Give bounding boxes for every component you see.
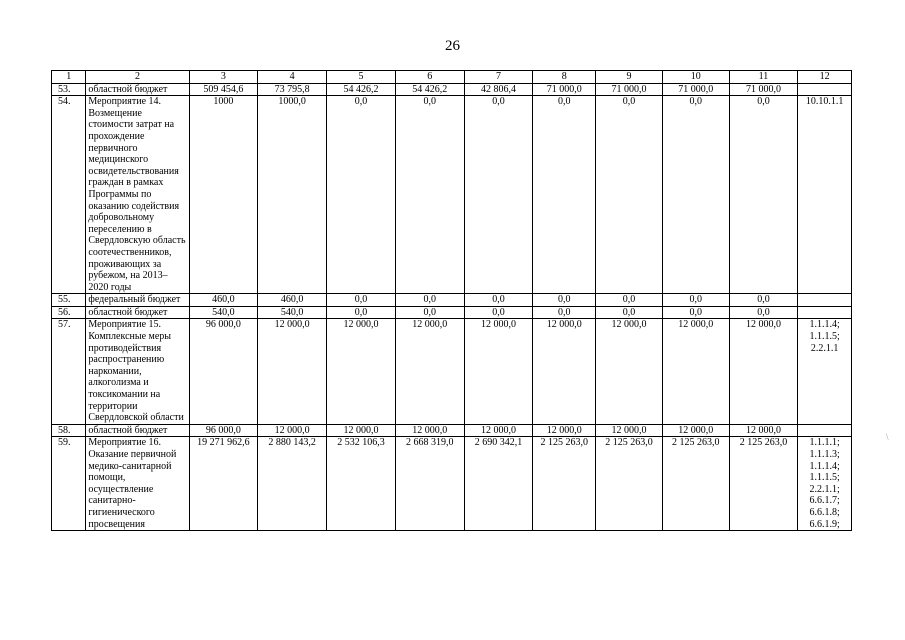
scan-mark: \ [886,432,889,442]
table-row [52,83,852,96]
amount-cell: 2 125 263,0 [662,437,729,531]
amount-cell: 73 795,8 [258,83,327,96]
item-description: Мероприятие 14. Возмещение стоимости затрат на прохождение первичного медицинского освидетельствования граждан в рамках Программы по оказанию содействия добровольному переселению в Свердловскую область соотечественников, проживающих за рубежом, на 2013–2020 годы [86,96,189,294]
amount-cell: 0,0 [533,294,596,307]
amount-cell: 0,0 [533,306,596,319]
item-description: федеральный бюджет [86,294,189,307]
target-codes [798,83,852,96]
row-number: 54. [52,96,86,294]
row-number: 58. [52,424,86,437]
budget-table [51,70,852,531]
amount-cell: 2 125 263,0 [729,437,798,531]
amount-cell: 71 000,0 [729,83,798,96]
amount-cell: 460,0 [258,294,327,307]
amount-cell: 12 000,0 [729,319,798,424]
amount-cell: 0,0 [327,306,396,319]
amount-cell: 54 426,2 [327,83,396,96]
amount-cell: 12 000,0 [596,424,663,437]
amount-cell: 0,0 [464,96,533,294]
column-header: 4 [258,71,327,84]
table-row [52,294,852,307]
table-row [52,306,852,319]
amount-cell: 460,0 [189,294,258,307]
row-number: 57. [52,319,86,424]
amount-cell: 96 000,0 [189,319,258,424]
row-number: 59. [52,437,86,531]
amount-cell: 0,0 [327,96,396,294]
page-number: 26 [445,38,460,54]
amount-cell: 2 880 143,2 [258,437,327,531]
amount-cell: 0,0 [327,294,396,307]
amount-cell: 0,0 [596,294,663,307]
target-codes: 1.1.1.4; 1.1.1.5; 2.2.1.1 [798,319,852,424]
column-header: 6 [395,71,464,84]
amount-cell: 0,0 [729,306,798,319]
amount-cell: 12 000,0 [395,424,464,437]
target-codes: 1.1.1.1; 1.1.1.3; 1.1.1.4; 1.1.1.5; 2.2.1.1; 6.6.1.7; 6.6.1.8; 6.6.1.9; [798,437,852,531]
amount-cell: 0,0 [533,96,596,294]
amount-cell: 71 000,0 [596,83,663,96]
amount-cell: 42 806,4 [464,83,533,96]
row-number: 53. [52,83,86,96]
amount-cell: 0,0 [662,96,729,294]
amount-cell: 12 000,0 [729,424,798,437]
row-number: 56. [52,306,86,319]
amount-cell: 0,0 [729,96,798,294]
column-header: 7 [464,71,533,84]
target-codes [798,306,852,319]
item-description: областной бюджет [86,306,189,319]
amount-cell: 0,0 [662,294,729,307]
amount-cell: 12 000,0 [662,319,729,424]
target-codes [798,294,852,307]
amount-cell: 0,0 [596,306,663,319]
row-number: 55. [52,294,86,307]
target-codes [798,424,852,437]
amount-cell: 12 000,0 [395,319,464,424]
amount-cell: 96 000,0 [189,424,258,437]
amount-cell: 12 000,0 [327,319,396,424]
amount-cell: 12 000,0 [464,424,533,437]
item-description: Мероприятие 15. Комплексные меры противодействия распространению наркомании, алкоголизма и токсикомании на территории Свердловской области [86,319,189,424]
amount-cell: 12 000,0 [258,424,327,437]
amount-cell: 12 000,0 [596,319,663,424]
amount-cell: 12 000,0 [464,319,533,424]
amount-cell: 0,0 [464,306,533,319]
amount-cell: 540,0 [189,306,258,319]
column-header: 11 [729,71,798,84]
table-row [52,96,852,294]
amount-cell: 2 690 342,1 [464,437,533,531]
table-row [52,437,852,531]
header-row [52,71,852,84]
amount-cell: 12 000,0 [533,319,596,424]
amount-cell: 54 426,2 [395,83,464,96]
amount-cell: 0,0 [395,306,464,319]
column-header: 12 [798,71,852,84]
column-header: 3 [189,71,258,84]
amount-cell: 12 000,0 [533,424,596,437]
target-codes: 10.10.1.1 [798,96,852,294]
amount-cell: 0,0 [464,294,533,307]
amount-cell: 1000 [189,96,258,294]
item-description: Мероприятие 16. Оказание первичной медико-санитарной помощи, осуществление санитарно-гигиенического просвещения [86,437,189,531]
column-header: 9 [596,71,663,84]
amount-cell: 12 000,0 [327,424,396,437]
column-header: 5 [327,71,396,84]
amount-cell: 2 125 263,0 [596,437,663,531]
amount-cell: 71 000,0 [662,83,729,96]
column-header: 1 [52,71,86,84]
amount-cell: 19 271 962,6 [189,437,258,531]
amount-cell: 0,0 [662,306,729,319]
amount-cell: 2 668 319,0 [395,437,464,531]
amount-cell: 12 000,0 [258,319,327,424]
table-row [52,424,852,437]
amount-cell: 0,0 [729,294,798,307]
amount-cell: 12 000,0 [662,424,729,437]
amount-cell: 2 125 263,0 [533,437,596,531]
amount-cell: 0,0 [596,96,663,294]
amount-cell: 71 000,0 [533,83,596,96]
amount-cell: 509 454,6 [189,83,258,96]
column-header: 2 [86,71,189,84]
amount-cell: 1000,0 [258,96,327,294]
amount-cell: 0,0 [395,96,464,294]
item-description: областной бюджет [86,424,189,437]
amount-cell: 540,0 [258,306,327,319]
column-header: 8 [533,71,596,84]
table-row [52,319,852,424]
amount-cell: 0,0 [395,294,464,307]
column-header: 10 [662,71,729,84]
amount-cell: 2 532 106,3 [327,437,396,531]
item-description: областной бюджет [86,83,189,96]
